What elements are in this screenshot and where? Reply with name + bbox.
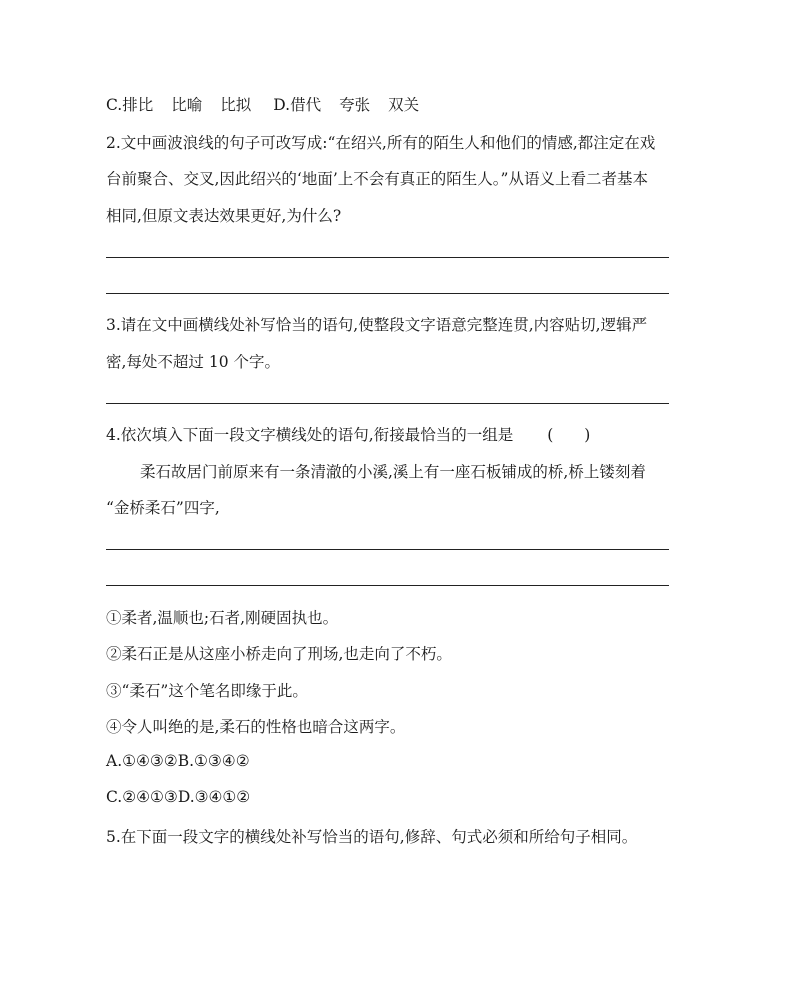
q4-sentence: ①柔者,温顺也;石者,刚硬固执也。 [106,609,339,627]
q3-line-2: 密,每处不超过 10 个字。 [106,353,281,371]
answer-line[interactable] [106,257,669,258]
q4-sentence: ④令人叫绝的是,柔石的性格也暗合这两字。 [106,718,406,736]
q2-line-2: 台前聚合、交叉,因此绍兴的‘地面’上不会有真正的陌生人。”从语义上看二者基本 [106,170,648,188]
answer-line[interactable] [106,549,669,550]
q1-options-cd [106,93,419,115]
answer-line[interactable] [106,293,669,294]
option-c-item: 比拟 [220,96,252,114]
option-d-item: 夸张 [339,96,371,114]
option-d-item: 双关 [388,96,420,114]
q2-line-1: 2.文中画波浪线的句子可改写成:“在绍兴,所有的陌生人和他们的情感,都注定在戏 [106,134,656,152]
q5-stem: 5.在下面一段文字的横线处补写恰当的语句,修辞、句式必须和所给句子相同。 [106,828,638,846]
q2-line-3: 相同,但原文表达效果更好,为什么? [106,207,342,225]
q4-option-row: C.②④①③D.③④①② [106,788,251,806]
q4-passage-line-1: 柔石故居门前原来有一条清澈的小溪,溪上有一座石板铺成的桥,桥上镂刻着 [140,463,646,481]
q4-passage-line-2: “金桥柔石”四字, [106,499,220,517]
q3-line-1: 3.请在文中画横线处补写恰当的语句,使整段文字语意完整连贯,内容贴切,逻辑严 [106,316,648,334]
option-d-label: D.借代 [273,96,322,114]
q4-sentence: ③“柔石”这个笔名即缘于此。 [106,682,308,700]
answer-line[interactable] [106,403,669,404]
answer-bracket[interactable]: ( ) [547,426,591,444]
q4-stem-text: 4.依次填入下面一段文字横线处的语句,衔接最恰当的一组是 [106,426,514,444]
q4-option-row: A.①④③②B.①③④② [106,752,250,770]
answer-line[interactable] [106,585,669,586]
q4-sentence: ②柔石正是从这座小桥走向了刑场,也走向了不朽。 [106,645,452,663]
option-c-label: C.排比 [106,96,154,114]
option-c-item: 比喻 [171,96,203,114]
q4-stem [106,423,590,445]
